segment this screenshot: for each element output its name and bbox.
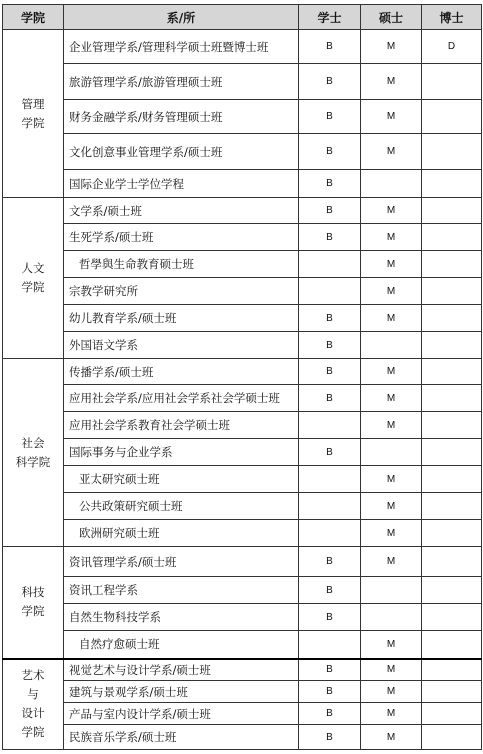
table-row — [3, 64, 482, 100]
doctor-cell — [422, 520, 482, 547]
dept-cell: 国际企业学士学位学程 — [64, 170, 299, 198]
college-name-line: 设计 — [21, 706, 45, 721]
doctor-cell — [422, 439, 482, 466]
bachelor-cell: B — [299, 439, 361, 466]
college-name-line: 学院 — [21, 604, 45, 619]
dept-cell: 外国语文学系 — [64, 332, 299, 359]
college-name-line: 学院 — [21, 280, 45, 294]
doctor-cell — [422, 385, 482, 412]
bachelor-cell: B — [299, 30, 361, 64]
doctor-cell — [422, 305, 482, 332]
table-row — [3, 30, 482, 64]
header-row — [3, 5, 482, 30]
dept-cell: 文学系/硕士班 — [64, 198, 299, 224]
table-row — [3, 278, 482, 305]
dept-cell: 欧洲研究硕士班 — [64, 520, 299, 547]
bachelor-cell — [299, 412, 361, 439]
bachelor-cell — [299, 278, 361, 305]
doctor-cell — [422, 332, 482, 359]
bachelor-cell: B — [299, 385, 361, 412]
bachelor-cell — [299, 251, 361, 278]
table-row — [3, 547, 482, 577]
bachelor-cell: B — [299, 332, 361, 359]
master-cell: M — [361, 359, 422, 385]
doctor-cell — [422, 547, 482, 577]
dept-cell: 国际事务与企业学系 — [64, 439, 299, 466]
doctor-cell — [422, 631, 482, 659]
bachelor-cell — [299, 466, 361, 493]
doctor-cell — [422, 278, 482, 305]
master-cell: M — [361, 631, 422, 659]
table-body — [3, 30, 482, 750]
table-row — [3, 604, 482, 631]
table-row — [3, 224, 482, 251]
bachelor-cell: B — [299, 725, 361, 750]
dept-cell: 哲學與生命教育硕士班 — [64, 251, 299, 278]
bachelor-cell: B — [299, 681, 361, 703]
table-row — [3, 134, 482, 170]
doctor-cell — [422, 224, 482, 251]
master-cell: M — [361, 547, 422, 577]
college-cell — [3, 659, 64, 750]
dept-cell: 视觉艺术与设计学系/硕士班 — [64, 659, 299, 681]
bachelor-cell: B — [299, 659, 361, 681]
doctor-cell — [422, 466, 482, 493]
table-row — [3, 659, 482, 681]
college-cell — [3, 359, 64, 547]
doctor-cell — [422, 604, 482, 631]
college-name-line: 学院 — [21, 725, 45, 740]
master-cell — [361, 439, 422, 466]
bachelor-cell — [299, 631, 361, 659]
doctor-cell — [422, 359, 482, 385]
table-row — [3, 251, 482, 278]
college-name-line: 与 — [27, 687, 39, 702]
dept-cell: 企业管理学系/管理科学硕士班暨博士班 — [64, 30, 299, 64]
bachelor-cell — [299, 520, 361, 547]
master-cell: M — [361, 520, 422, 547]
dept-cell: 宗教学研究所 — [64, 278, 299, 305]
master-cell: M — [361, 466, 422, 493]
college-name-line: 社会 — [21, 435, 45, 450]
master-cell — [361, 170, 422, 198]
college-name-line: 管理 — [21, 96, 45, 111]
program-table — [2, 4, 482, 750]
master-cell: M — [361, 681, 422, 703]
doctor-cell — [422, 493, 482, 520]
doctor-cell — [422, 725, 482, 750]
dept-cell: 旅游管理学系/旅游管理硕士班 — [64, 64, 299, 100]
bachelor-cell: B — [299, 224, 361, 251]
master-cell — [361, 332, 422, 359]
college-name-line: 学院 — [21, 115, 45, 130]
bachelor-cell: B — [299, 100, 361, 134]
table-row — [3, 170, 482, 198]
college-cell — [3, 547, 64, 659]
college-name-line: 人文 — [21, 261, 45, 275]
bachelor-cell: B — [299, 170, 361, 198]
table-row — [3, 577, 482, 604]
doctor-cell — [422, 64, 482, 100]
doctor-cell — [422, 170, 482, 198]
doctor-cell — [422, 659, 482, 681]
doctor-cell — [422, 100, 482, 134]
header-master: 硕士 — [361, 5, 422, 30]
master-cell: M — [361, 385, 422, 412]
table-row — [3, 385, 482, 412]
master-cell: M — [361, 412, 422, 439]
bachelor-cell: B — [299, 305, 361, 332]
dept-cell: 自然生物科技学系 — [64, 604, 299, 631]
master-cell: M — [361, 493, 422, 520]
master-cell — [361, 577, 422, 604]
table-row — [3, 412, 482, 439]
header-bachelor: 学士 — [299, 5, 361, 30]
master-cell: M — [361, 305, 422, 332]
dept-cell: 资讯管理学系/硕士班 — [64, 547, 299, 577]
college-cell — [3, 30, 64, 198]
table-row — [3, 305, 482, 332]
table-row — [3, 681, 482, 703]
dept-cell: 生死学系/硕士班 — [64, 224, 299, 251]
college-cell — [3, 198, 64, 359]
master-cell: M — [361, 64, 422, 100]
doctor-cell — [422, 198, 482, 224]
table-row — [3, 439, 482, 466]
dept-cell: 幼儿教育学系/硕士班 — [64, 305, 299, 332]
doctor-cell — [422, 577, 482, 604]
bachelor-cell: B — [299, 359, 361, 385]
college-name-line: 科学院 — [15, 454, 51, 469]
table-row — [3, 520, 482, 547]
dept-cell: 自然疗愈硕士班 — [64, 631, 299, 659]
table-row — [3, 466, 482, 493]
master-cell: M — [361, 251, 422, 278]
dept-cell: 亚太研究硕士班 — [64, 466, 299, 493]
bachelor-cell — [299, 493, 361, 520]
dept-cell: 产品与室内设计学系/硕士班 — [64, 703, 299, 725]
table-row — [3, 332, 482, 359]
table-row — [3, 359, 482, 385]
dept-cell: 公共政策研究硕士班 — [64, 493, 299, 520]
bachelor-cell: B — [299, 64, 361, 100]
table-row — [3, 493, 482, 520]
table-row — [3, 631, 482, 659]
master-cell: M — [361, 30, 422, 64]
master-cell: M — [361, 198, 422, 224]
dept-cell: 资讯工程学系 — [64, 577, 299, 604]
master-cell: M — [361, 725, 422, 750]
dept-cell: 应用社会学系/应用社会学系社会学硕士班 — [64, 385, 299, 412]
dept-cell: 传播学系/硕士班 — [64, 359, 299, 385]
header-dept: 系/所 — [64, 5, 299, 30]
college-name-line: 科技 — [21, 585, 45, 600]
college-name-line: 艺术 — [21, 668, 45, 683]
doctor-cell — [422, 412, 482, 439]
dept-cell: 应用社会学系教育社会学硕士班 — [64, 412, 299, 439]
doctor-cell: D — [422, 30, 482, 64]
header-doctor: 博士 — [422, 5, 482, 30]
master-cell: M — [361, 224, 422, 251]
dept-cell: 民族音乐学系/硕士班 — [64, 725, 299, 750]
master-cell: M — [361, 100, 422, 134]
table-row — [3, 725, 482, 750]
dept-cell: 建筑与景观学系/硕士班 — [64, 681, 299, 703]
table-row — [3, 100, 482, 134]
bachelor-cell: B — [299, 547, 361, 577]
master-cell — [361, 604, 422, 631]
header-college: 学院 — [3, 5, 64, 30]
master-cell: M — [361, 134, 422, 170]
dept-cell: 文化创意事业管理学系/硕士班 — [64, 134, 299, 170]
dept-cell: 财务金融学系/财务管理硕士班 — [64, 100, 299, 134]
master-cell: M — [361, 659, 422, 681]
bachelor-cell: B — [299, 703, 361, 725]
master-cell: M — [361, 703, 422, 725]
table-row — [3, 198, 482, 224]
doctor-cell — [422, 681, 482, 703]
bachelor-cell: B — [299, 134, 361, 170]
doctor-cell — [422, 703, 482, 725]
master-cell: M — [361, 278, 422, 305]
bachelor-cell: B — [299, 577, 361, 604]
bachelor-cell: B — [299, 604, 361, 631]
bachelor-cell: B — [299, 198, 361, 224]
table-row — [3, 703, 482, 725]
doctor-cell — [422, 134, 482, 170]
doctor-cell — [422, 251, 482, 278]
